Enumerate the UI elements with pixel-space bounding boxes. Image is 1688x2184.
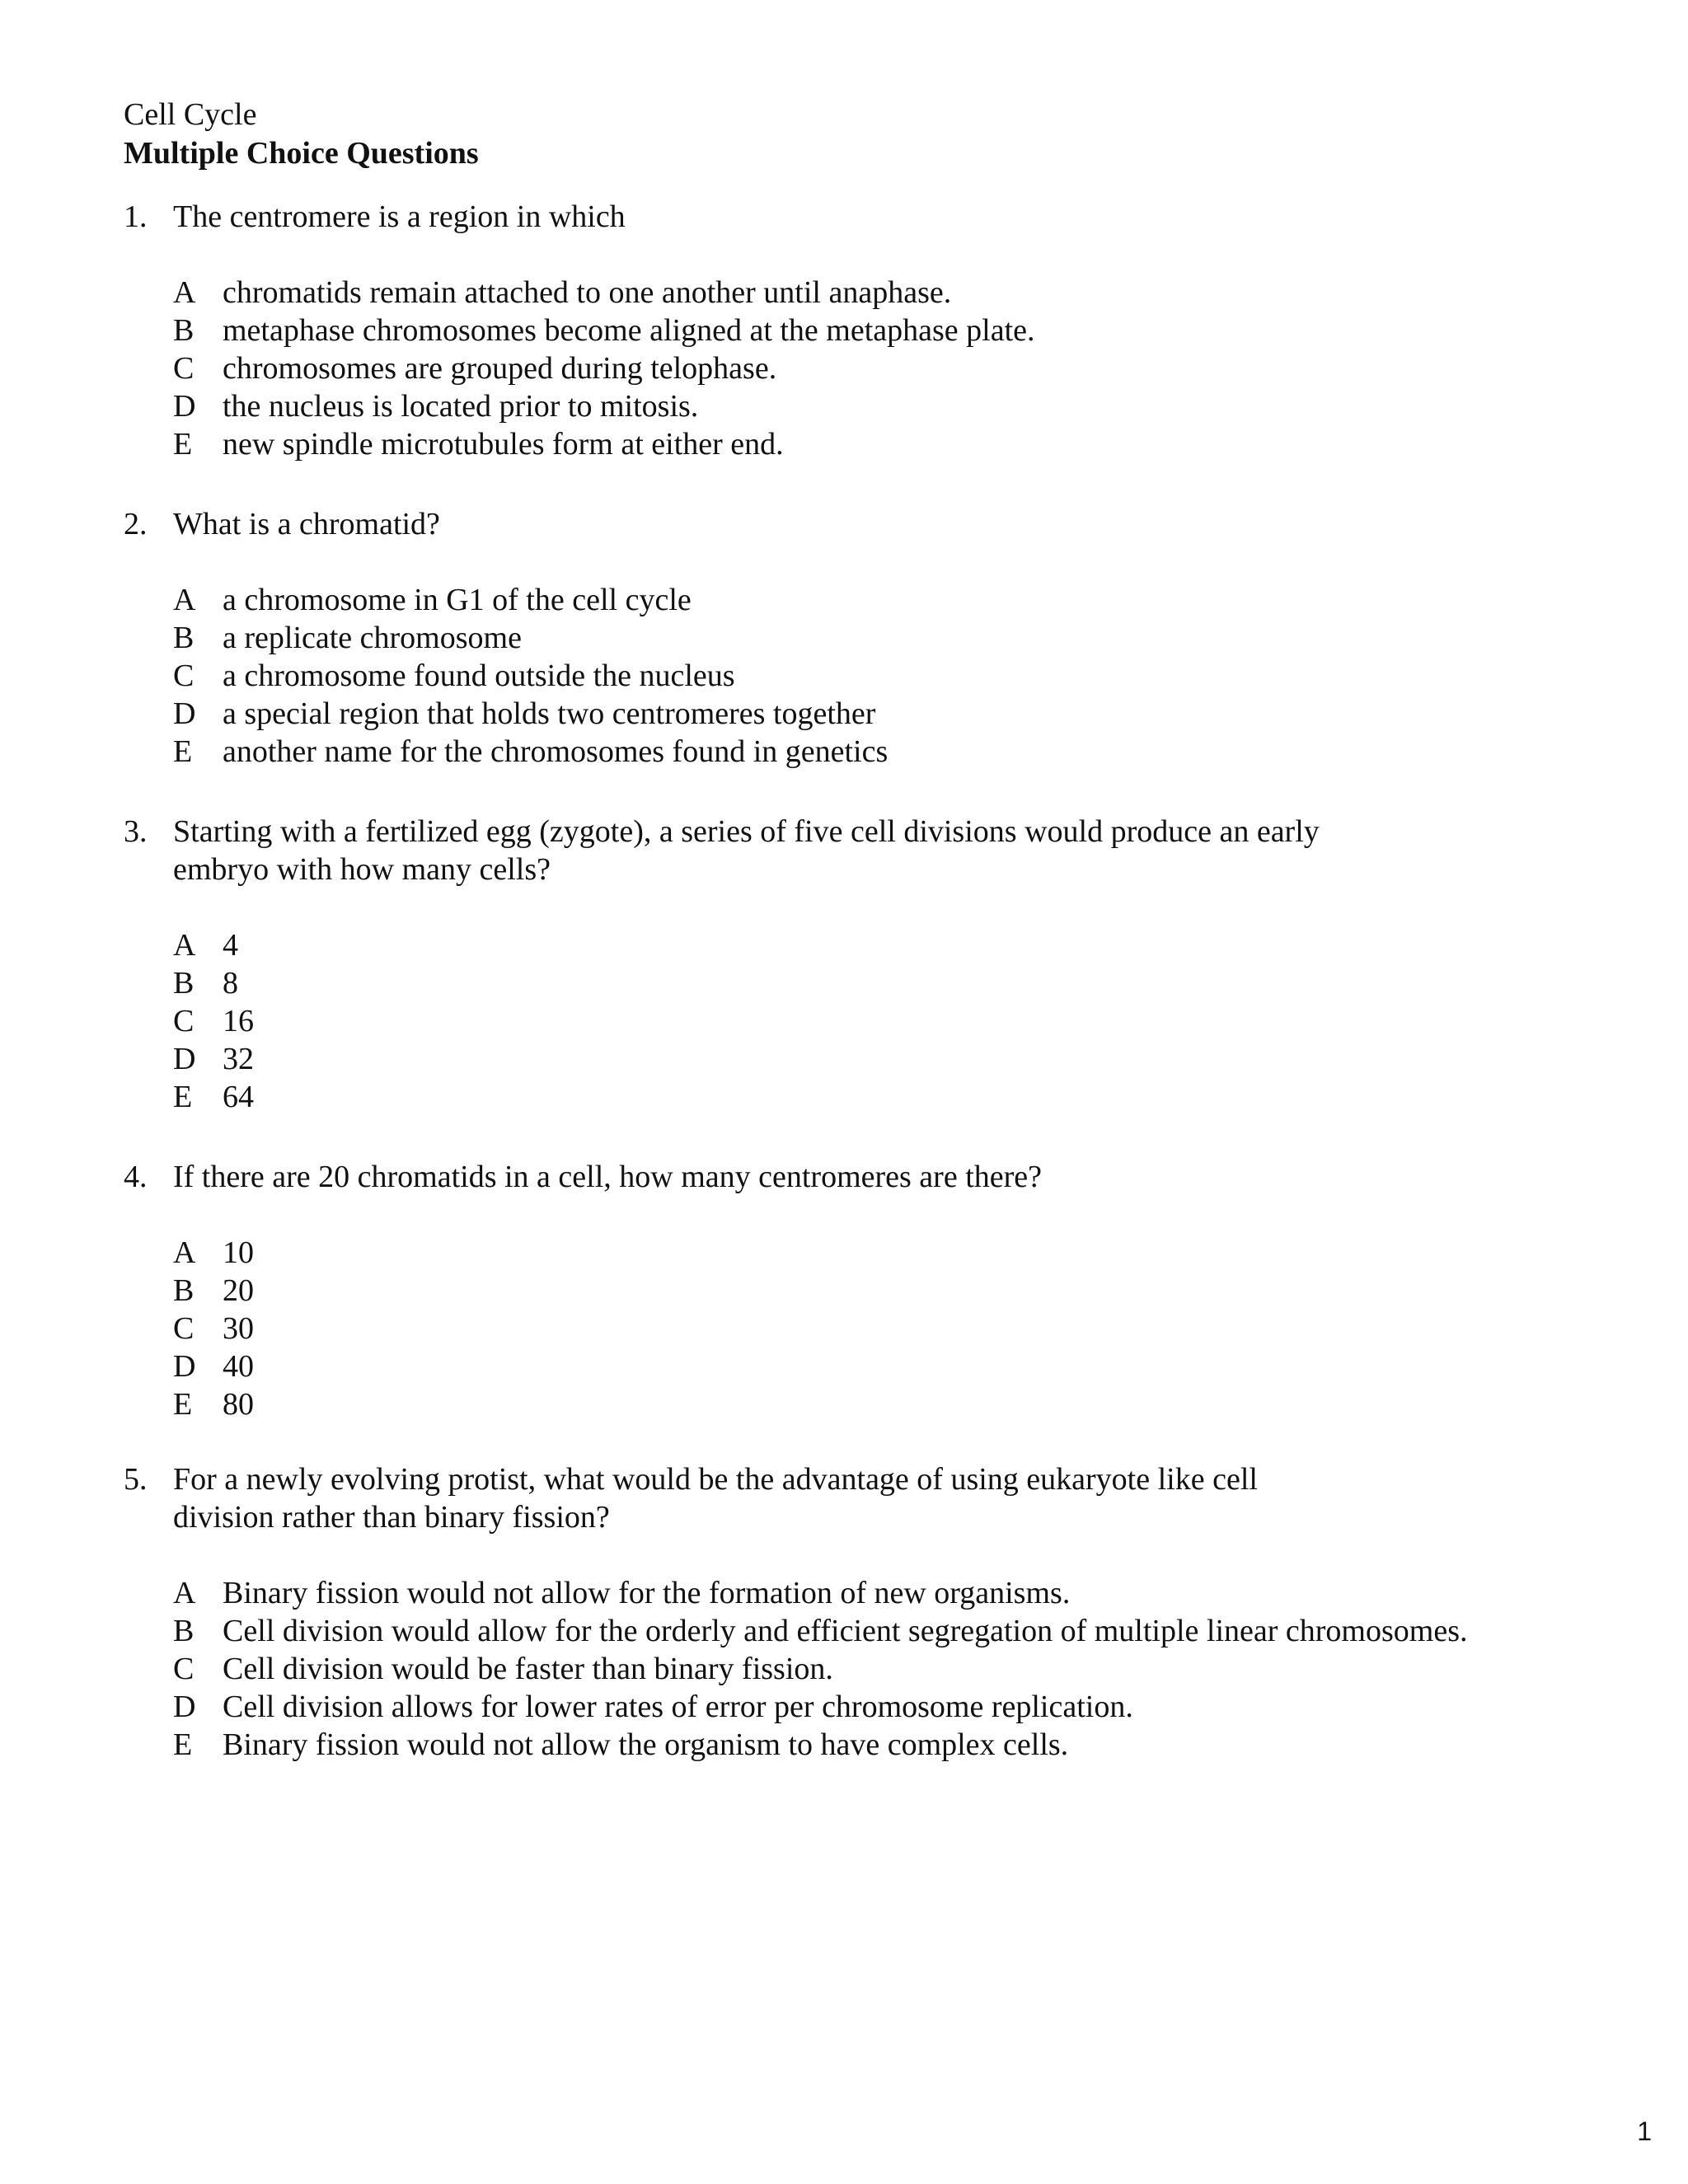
option-letter: E — [173, 1727, 193, 1762]
option-text: new spindle microtubules form at either end. — [223, 427, 784, 462]
option-text: 8 — [223, 966, 238, 1001]
question-5 — [124, 1460, 1648, 1764]
option-letter: B — [173, 1614, 195, 1648]
option-letter: E — [173, 1080, 193, 1114]
option-letter: D — [173, 1042, 196, 1076]
answer-option-e[interactable] — [124, 1726, 1648, 1764]
answer-option-e[interactable] — [124, 1078, 1648, 1116]
answer-option-a[interactable] — [124, 581, 1648, 619]
option-text: chromatids remain attached to one another until anaphase. — [223, 275, 952, 310]
answer-options — [124, 926, 1648, 1116]
question-text: If there are 20 chromatids in a cell, how many centromeres are there? — [173, 1160, 1042, 1194]
option-text: 16 — [223, 1004, 254, 1038]
answer-option-b[interactable] — [124, 964, 1648, 1002]
option-text: metaphase chromosomes become aligned at the metaphase plate. — [223, 313, 1035, 348]
option-text: a replicate chromosome — [223, 621, 522, 655]
option-text: a chromosome in G1 of the cell cycle — [223, 583, 692, 617]
question-text: For a newly evolving protist, what would be the advantage of using eukaryote like cell division rather than binary fission? — [173, 1462, 1258, 1535]
answer-option-d[interactable] — [124, 1347, 1648, 1385]
answer-option-e[interactable] — [124, 733, 1648, 771]
option-text: 30 — [223, 1311, 254, 1346]
answer-option-c[interactable] — [124, 349, 1648, 387]
answer-option-d[interactable] — [124, 387, 1648, 425]
option-text: 20 — [223, 1273, 254, 1308]
answer-option-b[interactable] — [124, 619, 1648, 657]
option-letter: C — [173, 1652, 195, 1686]
option-letter: D — [173, 389, 196, 424]
answer-option-c[interactable] — [124, 1002, 1648, 1040]
page-number: 1 — [1637, 2116, 1652, 2146]
option-text: 10 — [223, 1235, 254, 1270]
document-subtitle: Multiple Choice Questions — [124, 136, 479, 171]
question-text: The centromere is a region in which — [173, 199, 626, 234]
answer-option-a[interactable] — [124, 926, 1648, 964]
answer-option-d[interactable] — [124, 1040, 1648, 1078]
option-text: another name for the chromosomes found in genetics — [223, 734, 889, 769]
option-letter: B — [173, 621, 195, 655]
option-text: Binary fission would not allow the organism to have complex cells. — [223, 1727, 1069, 1762]
option-text: 32 — [223, 1042, 254, 1076]
answer-option-b[interactable] — [124, 1272, 1648, 1310]
option-letter: A — [173, 275, 196, 310]
option-text: 40 — [223, 1349, 254, 1384]
answer-option-c[interactable] — [124, 1650, 1648, 1688]
option-letter: E — [173, 1387, 193, 1422]
document-title: Cell Cycle — [124, 97, 257, 132]
option-text: a chromosome found outside the nucleus — [223, 658, 735, 693]
answer-option-c[interactable] — [124, 1310, 1648, 1347]
answer-option-b[interactable] — [124, 1612, 1648, 1650]
option-text: Cell division allows for lower rates of error per chromosome replication. — [223, 1690, 1133, 1724]
question-text: Starting with a fertilized egg (zygote), a series of five cell divisions would produce an early embryo with how many cells? — [173, 814, 1320, 887]
option-text: 80 — [223, 1387, 254, 1422]
option-letter: D — [173, 1349, 196, 1384]
answer-options — [124, 1234, 1648, 1423]
option-letter: C — [173, 1004, 195, 1038]
question-text: What is a chromatid? — [173, 507, 440, 541]
option-letter: E — [173, 427, 193, 462]
answer-options — [124, 1574, 1648, 1764]
answer-options — [124, 274, 1648, 463]
question-1 — [124, 198, 1648, 463]
question-2 — [124, 505, 1648, 771]
option-letter: B — [173, 966, 195, 1001]
option-letter: A — [173, 1235, 196, 1270]
answer-options — [124, 581, 1648, 771]
option-letter: B — [173, 1273, 195, 1308]
option-letter: D — [173, 1690, 196, 1724]
option-text: 64 — [223, 1080, 254, 1114]
question-number: 5. — [124, 1462, 148, 1497]
answer-option-a[interactable] — [124, 274, 1648, 312]
option-text: Binary fission would not allow for the formation of new organisms. — [223, 1576, 1071, 1610]
option-text: chromosomes are grouped during telophase. — [223, 351, 777, 386]
option-letter: B — [173, 313, 195, 348]
option-text: a special region that holds two centromeres together — [223, 696, 876, 731]
option-text: Cell division would be faster than binary fission. — [223, 1652, 833, 1686]
question-number: 3. — [124, 814, 148, 849]
option-letter: C — [173, 658, 195, 693]
answer-option-b[interactable] — [124, 312, 1648, 349]
option-text: 4 — [223, 928, 238, 963]
question-3 — [124, 813, 1648, 1116]
option-letter: A — [173, 1576, 196, 1610]
option-text: Cell division would allow for the orderly and efficient segregation of multiple linear chromosomes. — [223, 1614, 1468, 1648]
question-number: 2. — [124, 507, 148, 541]
answer-option-a[interactable] — [124, 1234, 1648, 1272]
option-letter: A — [173, 583, 196, 617]
question-number: 1. — [124, 199, 148, 234]
answer-option-d[interactable] — [124, 695, 1648, 733]
option-letter: E — [173, 734, 193, 769]
question-4 — [124, 1158, 1648, 1423]
option-letter: C — [173, 1311, 195, 1346]
answer-option-e[interactable] — [124, 425, 1648, 463]
answer-option-e[interactable] — [124, 1385, 1648, 1423]
answer-option-a[interactable] — [124, 1574, 1648, 1612]
answer-option-d[interactable] — [124, 1688, 1648, 1726]
option-letter: D — [173, 696, 196, 731]
answer-option-c[interactable] — [124, 657, 1648, 695]
question-number: 4. — [124, 1160, 148, 1194]
option-text: the nucleus is located prior to mitosis. — [223, 389, 699, 424]
option-letter: A — [173, 928, 196, 963]
option-letter: C — [173, 351, 195, 386]
